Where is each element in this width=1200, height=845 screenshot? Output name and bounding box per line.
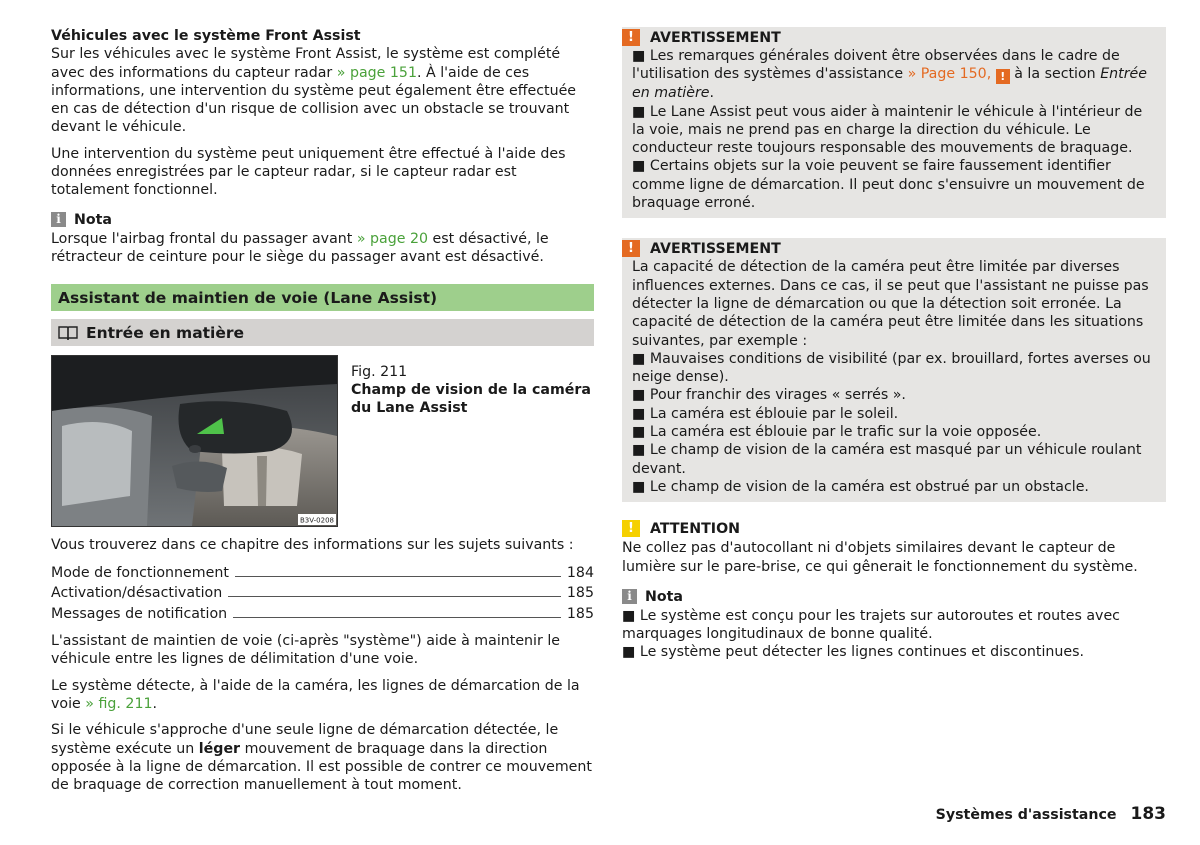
note-item: ■ Le système est conçu pour les trajets sur autoroutes et routes avec marquages longitudinaux de bonne qualité.: [622, 607, 1120, 643]
warning-item: ■ Le Lane Assist peut vous aider à maintenir le véhicule à l'intérieur de la voie, mais ne prend pas en charge la direction du véhicule. Le conducteur reste toujours responsable des mouvements de braquage.: [632, 103, 1143, 157]
warning-box-1: [622, 27, 1166, 218]
right-column: [622, 27, 1166, 662]
figure-caption: [351, 355, 594, 527]
warning-item: ■ Certains objets sur la voie peuvent se faire faussement identifier comme ligne de démarcation. Il peut donc s'ensuivre un mouvement de braquage erroné.: [632, 158, 1145, 212]
info-icon: i: [622, 589, 637, 604]
page-number: 183: [1130, 804, 1166, 824]
warning-item: ■ Les remarques générales doivent être observées dans le cadre de l'utilisation des systèmes d'assistance » Page 150, ! à la section Entrée en matière.: [632, 48, 1147, 102]
caution-title: ATTENTION: [650, 520, 741, 537]
toc-row[interactable]: Mode de fonctionnement 184: [51, 564, 594, 581]
camera-detection-paragraph: Le système détecte, à l'aide de la caméra, les lignes de démarcation de la voie » fig. 211.: [51, 677, 580, 712]
toc-row[interactable]: Activation/désactivation 185: [51, 585, 594, 602]
caution-header: [622, 520, 1166, 537]
page-150-link[interactable]: » Page 150,: [907, 66, 992, 83]
note-header: [622, 589, 1166, 605]
figure-caption-text: Champ de vision de la caméra du Lane Assist: [351, 382, 591, 417]
figure-row: [51, 355, 594, 527]
figure-label: Fig. 211: [351, 364, 408, 381]
front-assist-paragraph: Sur les véhicules avec le système Front Assist, le système est complété avec des informations du capteur radar » page 151. À l'aide de ces informations, une intervention du système peut également être effectuée en cas de détection d'un risque de collision avec un obstacle se trouvant devant le véhicule.: [51, 46, 577, 136]
info-icon: i: [51, 212, 66, 227]
front-assist-heading: Véhicules avec le système Front Assist: [51, 28, 361, 44]
warning-item: ■ La caméra est éblouie par le soleil.: [632, 405, 899, 422]
toc-row[interactable]: Messages de notification 185: [51, 605, 594, 622]
chapter-intro: Vous trouverez dans ce chapitre des informations sur les sujets suivants :: [51, 537, 574, 554]
warning-header: [622, 240, 1156, 257]
caution-text: Ne collez pas d'autocollant ni d'objets similaires devant le capteur de lumière sur le pare-brise, ce qui gênerait le fonctionnement du système.: [622, 540, 1138, 575]
fig-211-link[interactable]: » fig. 211: [85, 695, 153, 712]
warning-icon: !: [622, 29, 640, 46]
book-icon: [58, 325, 78, 341]
warning-icon: !: [622, 240, 640, 257]
camera-figure-image: [51, 355, 338, 527]
warning-item: ■ La caméra est éblouie par le trafic sur la voie opposée.: [632, 424, 1042, 441]
note-title: Nota: [645, 588, 683, 605]
note-item: ■ Le système peut détecter les lignes continues et discontinues.: [622, 644, 1085, 661]
warning-title: AVERTISSEMENT: [650, 240, 781, 257]
warning-item: ■ Pour franchir des virages « serrés ».: [632, 387, 906, 404]
system-description: L'assistant de maintien de voie (ci-après "système") aide à maintenir le véhicule entre les lignes de délimitation d'une voie.: [51, 633, 560, 668]
note-title: Nota: [74, 211, 112, 228]
page-20-link[interactable]: » page 20: [356, 230, 429, 247]
left-column: [51, 27, 594, 802]
footer-section: Systèmes d'assistance: [935, 807, 1117, 823]
warning-item: ■ Le champ de vision de la caméra est obstrué par un obstacle.: [632, 478, 1089, 495]
table-of-contents: [51, 563, 594, 625]
section-title-bar: [51, 284, 594, 311]
page-footer: [936, 804, 1166, 824]
subsection-title: Entrée en matière: [86, 323, 245, 342]
warning-intro: La capacité de détection de la caméra peut être limitée par diverses influences externes. Dans ce cas, il se peut que l'assistant ne puisse pas détecter la ligne de démarcation ou que la détection soit erronée. La capacité de détection de la caméra peut être limitée dans les situations suivantes, par exemple :: [632, 259, 1149, 349]
steering-paragraph: Si le véhicule s'approche d'une seule ligne de démarcation détectée, le système exécute un léger mouvement de braquage dans la direction opposée à la ligne de démarcation. Il est possible de contrer ce mouvement de braquage de correction manuellement à tout moment.: [51, 722, 592, 794]
page-151-link[interactable]: » page 151: [336, 64, 417, 81]
warning-box-2: [622, 238, 1166, 502]
figure-code: B3V-0208: [300, 516, 334, 525]
warning-header: [622, 29, 1156, 46]
radar-paragraph: Une intervention du système peut uniquement être effectué à l'aide des données enregistrées par le capteur radar, si le capteur radar est totalement fonctionnel.: [51, 145, 566, 199]
caution-icon: !: [622, 520, 640, 537]
windshield-camera-illustration: [52, 356, 337, 526]
warning-title: AVERTISSEMENT: [650, 29, 781, 46]
warning-icon: !: [996, 69, 1010, 84]
subsection-title-bar: [51, 319, 594, 346]
note-text: Lorsque l'airbag frontal du passager avant » page 20 est désactivé, le rétracteur de ceinture pour le siège du passager avant est désactivé.: [51, 230, 549, 265]
note-header: [51, 212, 594, 228]
warning-item: ■ Le champ de vision de la caméra est masqué par un véhicule roulant devant.: [632, 442, 1142, 477]
section-title: Assistant de maintien de voie (Lane Assist): [58, 288, 438, 307]
warning-item: ■ Mauvaises conditions de visibilité (par ex. brouillard, fortes averses ou neige dense).: [632, 350, 1151, 386]
